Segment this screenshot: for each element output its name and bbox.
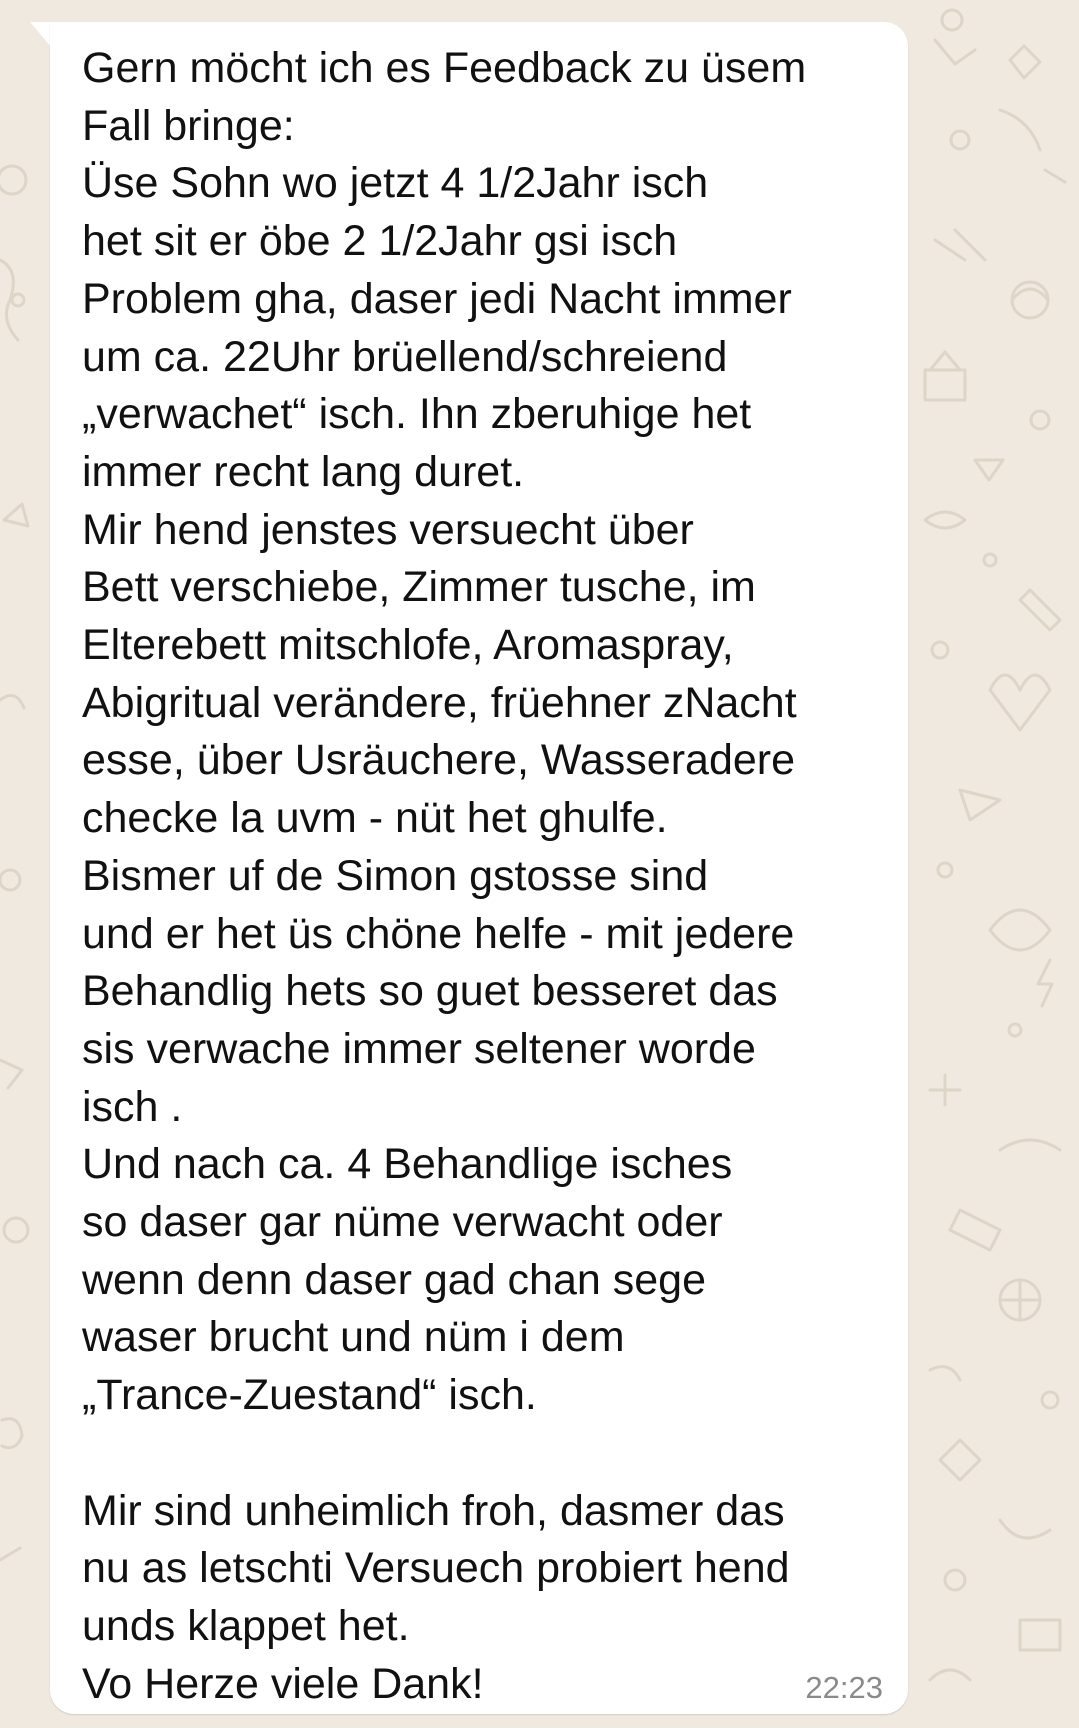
bubble-tail [30,22,52,48]
message-timestamp: 22:23 [805,1670,883,1705]
message-text: Gern möcht ich es Feedback zu üsem Fall bringe: Üse Sohn wo jetzt 4 1/2Jahr isch het sit er öbe 2 1/2Jahr gsi isch Problem gha, daser jedi Nacht immer um ca. 22Uhr brüellend/schreiend „verwachet“ isch. Ihn zberuhige het immer recht lang duret. Mir hend jenstes versuecht über Bett verschiebe, Zimmer tusche, im Elterebett mitschlofe, Aromaspray, Abigritual verändere, früehner zNacht esse, über Usräuchere, Wasseradere checke la uvm - nüt het ghulfe. Bismer uf de Simon gstosse sind und er het üs chöne helfe - mit jedere Behandlig hets so guet besseret das sis verwache immer seltener worde isch . Und nach ca. 4 Behandlige isches so daser gar nüme verwacht oder wenn denn daser gad chan sege waser brucht und nüm i dem „Trance-Zuestand“ isch. Mir sind unheimlich froh, dasmer das nu as letschti Versuech probiert hend unds klappet het. Vo Herze viele Dank! [82,44,807,1708]
